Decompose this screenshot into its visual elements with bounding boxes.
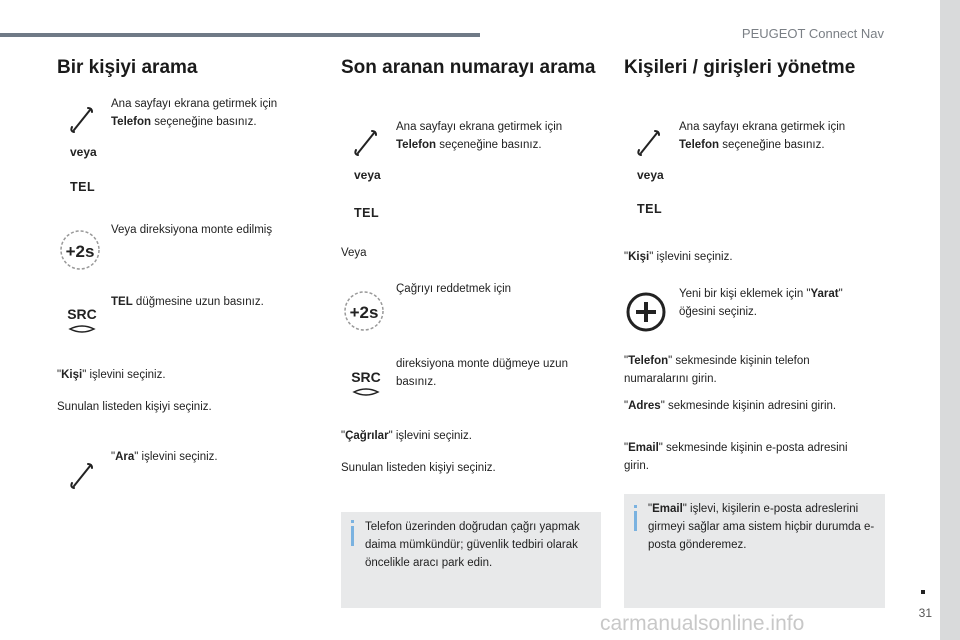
note-text: "Email" işlevi, kişilerin e-posta adreslerini girmeyi sağlar ama sistem hiçbir durumda e-posta gönderemez. — [648, 503, 875, 551]
phone-icon — [62, 456, 102, 496]
instruction-reject-call: Çağrıyı reddetmek için — [396, 283, 512, 295]
tel-key-icon: TEL — [637, 202, 663, 216]
tel-key-icon: TEL — [70, 180, 96, 194]
instruction-select-from-list: Sunulan listeden kişiyi seçiniz. — [341, 462, 496, 474]
instruction-phone-tab: "Telefon" sekmesinde kişinin telefon numaralarını girin. — [624, 355, 810, 385]
info-note-email — [624, 494, 885, 608]
tel-key-icon: TEL — [354, 206, 380, 220]
phone-icon — [346, 123, 386, 163]
side-tab — [940, 0, 960, 640]
instruction-open-phone: Ana sayfayı ekrana getirmek için Telefon seçeneğine basınız. — [679, 121, 846, 151]
section-title-redial: Son aranan numarayı arama — [341, 57, 596, 78]
phone-icon — [629, 123, 669, 163]
src-button-icon — [344, 365, 384, 405]
info-icon-bar — [634, 511, 637, 531]
brand-header: PEUGEOT Connect Nav — [741, 26, 884, 41]
page-marker — [921, 590, 925, 594]
instruction-select-contact-fn: "Kişi" işlevini seçiniz. — [624, 251, 733, 263]
info-icon — [634, 505, 637, 508]
or-text: Veya — [341, 247, 367, 259]
section-title-manage-contacts: Kişileri / girişleri yönetme — [624, 57, 856, 78]
svg-text:SRC: SRC — [67, 306, 97, 322]
svg-text:SRC: SRC — [351, 369, 381, 385]
note-text: Telefon üzerinden doğrudan çağrı yapmak daima mümkündür; güvenlik tedbiri olarak öncelikle aracı park edin. — [365, 521, 580, 569]
press-2s-icon — [342, 289, 382, 329]
press-2s-icon — [58, 228, 98, 268]
instruction-address-tab: "Adres" sekmesinde kişinin adresini girin. — [624, 400, 837, 412]
instruction-steering-mounted: Veya direksiyona monte edilmiş — [111, 224, 273, 236]
instruction-select-contact-fn: "Kişi" işlevini seçiniz. — [57, 369, 166, 381]
phone-icon — [62, 100, 102, 140]
instruction-open-phone: Ana sayfayı ekrana getirmek için Telefon seçeneğine basınız. — [396, 121, 563, 151]
instruction-email-tab: "Email" sekmesinde kişinin e-posta adresini girin. — [624, 442, 848, 472]
watermark: carmanualsonline.info — [600, 612, 805, 635]
svg-text:+2s: +2s — [65, 242, 95, 261]
info-icon-bar — [351, 526, 354, 546]
instruction-select-from-list: Sunulan listeden kişiyi seçiniz. — [57, 401, 212, 413]
instruction-select-call: "Ara" işlevini seçiniz. — [111, 451, 218, 463]
or-label: veya — [70, 145, 97, 159]
src-button-icon — [60, 302, 100, 342]
or-label: veya — [354, 168, 381, 182]
plus-circle-icon — [625, 291, 665, 331]
section-title-call-contact: Bir kişiyi arama — [57, 57, 198, 78]
instruction-long-press-tel: TEL düğmesine uzun basınız. — [111, 296, 264, 308]
info-icon — [351, 520, 354, 523]
page-number: 31 — [918, 606, 932, 620]
instruction-open-phone: Ana sayfayı ekrana getirmek için Telefon seçeneğine basınız. — [111, 98, 278, 128]
info-note-safety — [341, 512, 601, 608]
or-label: veya — [637, 168, 664, 182]
instruction-create-contact: Yeni bir kişi eklemek için "Yarat" öğesini seçiniz. — [679, 288, 843, 318]
top-rule — [0, 33, 480, 37]
instruction-select-calls: "Çağrılar" işlevini seçiniz. — [341, 430, 472, 442]
instruction-long-press-wheel: direksiyona monte düğmeye uzun basınız. — [396, 358, 568, 388]
svg-text:+2s: +2s — [349, 303, 379, 322]
